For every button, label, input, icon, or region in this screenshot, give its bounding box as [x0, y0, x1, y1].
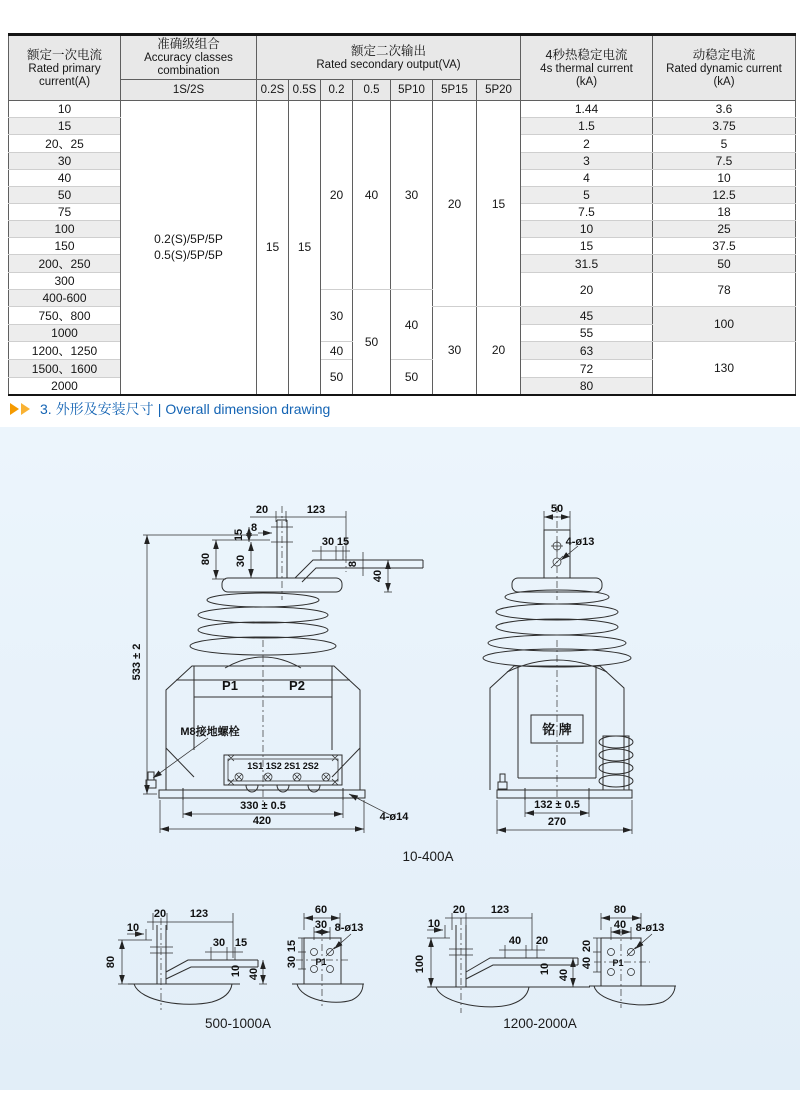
- dynamic-current-cell: 5: [653, 135, 796, 153]
- output-cell: 20: [433, 101, 477, 307]
- primary-current-cell: 30: [9, 153, 121, 170]
- header-secondary-en: Rated secondary output(VA): [316, 58, 461, 71]
- dim-label: 80: [105, 955, 117, 969]
- output-cell: 20: [321, 101, 353, 290]
- thermal-current-cell: 2: [521, 135, 653, 153]
- dim-label: 132 ± 0.5: [534, 799, 580, 811]
- terminal-p1-label: P1: [612, 958, 624, 968]
- primary-current-cell: 400-600: [9, 290, 121, 307]
- dim-label: 10: [427, 918, 441, 930]
- terminal-p2-label: P2: [289, 678, 305, 693]
- dynamic-current-cell: 3.75: [653, 118, 796, 135]
- dim-label: 10: [539, 962, 551, 976]
- bolt-holes-label: 8-ø13: [635, 922, 665, 934]
- section-arrow-icon: [21, 403, 30, 415]
- dim-label: 533 ± 2: [131, 643, 143, 681]
- output-cell: 50: [391, 360, 433, 395]
- thermal-current-cell: 72: [521, 360, 653, 378]
- output-cell: 30: [321, 290, 353, 342]
- header-thermal-current: [521, 35, 653, 101]
- output-cell: 40: [391, 290, 433, 360]
- nameplate-label: 铭 牌: [542, 722, 572, 737]
- mount-holes-label: 4-ø14: [379, 811, 409, 823]
- dim-label: 8: [347, 560, 359, 568]
- subheader-02s: 0.2S: [257, 80, 289, 101]
- front-view-drawing: [131, 504, 423, 833]
- header-dynamic-unit: (kA): [713, 75, 735, 88]
- primary-current-cell: 100: [9, 221, 121, 238]
- bolt-holes-label: 8-ø13: [334, 922, 364, 934]
- output-cell: 40: [353, 101, 391, 290]
- thermal-current-cell: 1.44: [521, 101, 653, 118]
- header-dynamic-en: Rated dynamic current: [666, 62, 782, 75]
- thermal-current-cell: 55: [521, 325, 653, 342]
- dynamic-current-cell: 12.5: [653, 187, 796, 204]
- ground-bolt-label: M8接地螺栓: [180, 726, 240, 738]
- primary-current-cell: 1200、1250: [9, 342, 121, 360]
- accuracy-combination-cell: 0.2(S)/5P/5P 0.5(S)/5P/5P: [121, 101, 257, 395]
- dim-label: 420: [252, 815, 272, 827]
- primary-current-cell: 10: [9, 101, 121, 118]
- dim-label: 30: [314, 919, 328, 931]
- header-dynamic-current: [653, 35, 796, 101]
- dim-label: 20: [581, 939, 593, 953]
- thermal-current-cell: 45: [521, 307, 653, 325]
- subheader-05: 0.5: [353, 80, 391, 101]
- dim-label: 40: [508, 935, 522, 947]
- section-arrow-icon: [10, 403, 19, 415]
- dim-label: 330 ± 0.5: [240, 800, 286, 812]
- dynamic-current-cell: 50: [653, 255, 796, 273]
- header-dynamic-zh: 动稳定电流: [692, 47, 756, 62]
- output-05s-cell: 15: [289, 101, 321, 395]
- dim-label: 123: [306, 504, 326, 516]
- thermal-current-cell: 4: [521, 170, 653, 187]
- dim-label: 40: [613, 919, 627, 931]
- primary-current-cell: 750、800: [9, 307, 121, 325]
- dim-label: 10: [230, 964, 242, 978]
- primary-current-cell: 2000: [9, 378, 121, 395]
- output-cell: 50: [353, 290, 391, 395]
- output-cell: 15: [477, 101, 521, 307]
- dynamic-current-cell: 25: [653, 221, 796, 238]
- thermal-current-cell: 7.5: [521, 204, 653, 221]
- header-secondary-zh: 额定二次输出: [351, 43, 427, 58]
- thermal-current-cell: 20: [521, 273, 653, 307]
- thermal-current-cell: 5: [521, 187, 653, 204]
- dynamic-current-cell: 3.6: [653, 101, 796, 118]
- header-accuracy-en2: combination: [157, 65, 220, 77]
- terminal-p1-label: P1: [315, 957, 327, 967]
- dynamic-current-cell: 130: [653, 342, 796, 395]
- thermal-current-cell: 15: [521, 238, 653, 255]
- section-divider: |: [157, 401, 162, 417]
- header-primary-en: Rated primary: [28, 62, 101, 75]
- primary-current-cell: 200、250: [9, 255, 121, 273]
- dim-label: 30: [286, 955, 298, 969]
- dim-label: 50: [550, 503, 564, 515]
- header-secondary-output: [257, 35, 521, 80]
- ratings-table: [8, 33, 797, 396]
- dim-label: 40: [581, 956, 593, 970]
- dim-label: 123: [189, 908, 209, 920]
- dim-label: 30: [235, 554, 247, 568]
- primary-current-cell: 20、25: [9, 135, 121, 153]
- dynamic-current-cell: 100: [653, 307, 796, 342]
- dim-label: 20: [452, 904, 466, 916]
- table-row: [9, 101, 796, 118]
- primary-current-cell: 150: [9, 238, 121, 255]
- thermal-current-cell: 80: [521, 378, 653, 395]
- dim-label: 40: [558, 968, 570, 982]
- hatched-bracket: [599, 736, 633, 790]
- dim-label: 20: [153, 908, 167, 920]
- thermal-current-cell: 10: [521, 221, 653, 238]
- thermal-current-cell: 63: [521, 342, 653, 360]
- header-accuracy-en: Accuracy classes: [144, 52, 233, 64]
- dim-label: 40: [248, 967, 260, 981]
- primary-current-cell: 15: [9, 118, 121, 135]
- primary-current-cell: 40: [9, 170, 121, 187]
- header-thermal-zh: 4秒热稳定电流: [545, 47, 628, 62]
- dim-label: 123: [490, 904, 510, 916]
- terminal-detail-1200-2000: [414, 904, 676, 1031]
- output-cell: 20: [477, 307, 521, 395]
- dimension-drawing-panel: [0, 427, 800, 1090]
- section-title-zh: 外形及安装尺寸: [55, 401, 154, 417]
- thermal-current-cell: 3: [521, 153, 653, 170]
- dynamic-current-cell: 18: [653, 204, 796, 221]
- section-title: [40, 399, 334, 419]
- dim-label: 20: [255, 504, 269, 516]
- caption-10-400a: 10-400A: [402, 849, 454, 864]
- dim-label: 80: [613, 904, 627, 916]
- terminal-p1-label: P1: [222, 678, 238, 693]
- subheader-05s: 0.5S: [289, 80, 321, 101]
- thermal-current-cell: 31.5: [521, 255, 653, 273]
- caption-1200-2000a: 1200-2000A: [503, 1016, 577, 1031]
- section-header: [10, 398, 334, 420]
- dim-label: 10: [126, 922, 140, 934]
- header-accuracy-zh: 准确级组合: [157, 37, 220, 51]
- section-number: 3.: [40, 401, 52, 417]
- dim-label: 15: [336, 536, 350, 548]
- subheader-5p15: 5P15: [433, 80, 477, 101]
- header-primary-zh: 额定一次电流: [26, 47, 102, 62]
- header-primary-unit: current(A): [38, 75, 91, 88]
- dim-label: 8: [250, 522, 258, 534]
- subheader-5p20: 5P20: [477, 80, 521, 101]
- output-cell: 30: [391, 101, 433, 290]
- dynamic-current-cell: 78: [653, 273, 796, 307]
- table-body: [9, 101, 796, 395]
- dim-label: 15: [234, 937, 248, 949]
- caption-500-1000a: 500-1000A: [204, 1016, 272, 1031]
- subheader-1s2s: 1S/2S: [121, 80, 257, 101]
- thermal-current-cell: 1.5: [521, 118, 653, 135]
- dim-label: 60: [314, 904, 328, 916]
- dynamic-current-cell: 10: [653, 170, 796, 187]
- subheader-02: 0.2: [321, 80, 353, 101]
- dim-label: 270: [547, 816, 567, 828]
- secondary-terminals-label: 1S1 1S2 2S1 2S2: [247, 761, 319, 771]
- header-primary-current: [9, 35, 121, 101]
- dim-label: 100: [414, 954, 426, 974]
- primary-current-cell: 1500、1600: [9, 360, 121, 378]
- output-cell: 50: [321, 360, 353, 395]
- output-02s-cell: 15: [257, 101, 289, 395]
- dynamic-current-cell: 7.5: [653, 153, 796, 170]
- output-cell: 30: [433, 307, 477, 395]
- dim-label: 20: [535, 935, 549, 947]
- primary-current-cell: 1000: [9, 325, 121, 342]
- terminal-holes-label: 4-ø13: [565, 536, 595, 548]
- dim-label: 15: [286, 939, 298, 953]
- side-view-drawing: [483, 503, 633, 834]
- dim-label: 40: [372, 569, 384, 583]
- output-cell: 40: [321, 342, 353, 360]
- header-thermal-unit: (kA): [575, 75, 598, 88]
- dim-label: 30: [321, 536, 335, 548]
- spec-table: [8, 33, 796, 396]
- section-title-en: Overall dimension drawing: [165, 401, 331, 417]
- header-accuracy: [121, 35, 257, 80]
- subheader-5p10: 5P10: [391, 80, 433, 101]
- dimension-drawing-svg: [0, 427, 800, 1090]
- primary-current-cell: 50: [9, 187, 121, 204]
- dim-label: 15: [233, 528, 245, 542]
- dim-label: 30: [212, 937, 226, 949]
- header-thermal-en: 4s thermal current: [540, 62, 633, 75]
- terminal-detail-500-1000: [105, 904, 364, 1031]
- dynamic-current-cell: 37.5: [653, 238, 796, 255]
- primary-current-cell: 75: [9, 204, 121, 221]
- dim-label: 80: [200, 552, 212, 566]
- primary-current-cell: 300: [9, 273, 121, 290]
